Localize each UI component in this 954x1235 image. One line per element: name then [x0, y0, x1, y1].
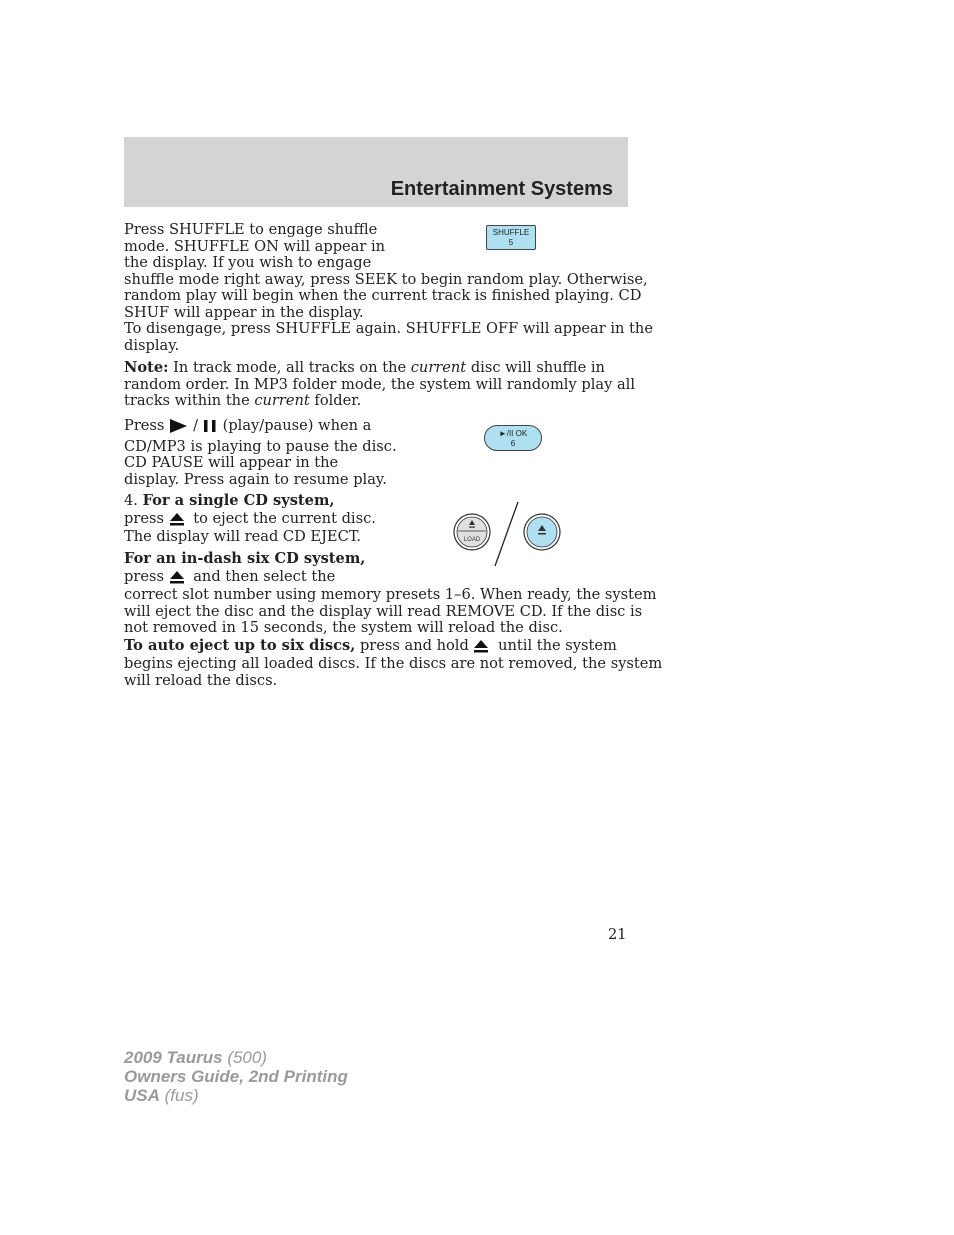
- pause-text: /: [193, 417, 198, 434]
- load-eject-button: [454, 514, 490, 550]
- footer-line-1: [124, 1048, 348, 1067]
- note-text: disc will shuffle in: [466, 359, 605, 376]
- note-line-3: [124, 393, 361, 410]
- eject-text: press: [124, 568, 169, 585]
- eject-six-line-1: [124, 569, 335, 586]
- eject-text: until the system: [493, 637, 617, 654]
- shuffle-line-3: the display. If you wish to engage: [124, 254, 372, 271]
- play-pause-button-label: ►/II OK: [498, 429, 528, 438]
- eject-text: press: [124, 510, 169, 527]
- note-emphasis: current: [410, 359, 467, 376]
- footer-guide: Owners Guide, 2nd Printing: [124, 1067, 348, 1086]
- pause-icon: [202, 418, 218, 434]
- eject-six-line-2: correct slot number using memory presets 1–6. When ready, the system: [124, 586, 657, 603]
- shuffle-line-1: Press SHUFFLE to engage shuffle: [124, 221, 378, 238]
- pause-line-4: display. Press again to resume play.: [124, 470, 387, 488]
- note-emphasis: current: [254, 392, 310, 409]
- page-number: 21: [608, 926, 627, 943]
- eject-text: and then select the: [188, 568, 336, 585]
- shuffle-button-illustration: [486, 225, 536, 250]
- auto-eject-heading: To auto eject up to six discs,: [124, 637, 356, 654]
- six-cd-heading: For an in-dash six CD system,: [124, 550, 366, 567]
- eject-button: [524, 514, 560, 550]
- footer-line-2: [124, 1067, 348, 1086]
- note-text: In track mode, all tracks on the: [168, 359, 411, 376]
- shuffle-line-4: shuffle mode right away, press SEEK to begin random play. Otherwise,: [124, 270, 648, 288]
- eject-icon: [169, 512, 185, 526]
- shuffle-line-8: display.: [124, 336, 180, 354]
- eject-six-heading: [124, 551, 365, 568]
- eject-six-line-3: will eject the disc and the display will read REMOVE CD. If the disc is: [124, 602, 643, 620]
- eject-single-line-1: [124, 511, 376, 528]
- shuffle-button-number: 5: [508, 238, 514, 247]
- play-icon: [169, 418, 189, 434]
- eject-icon: [473, 639, 489, 653]
- shuffle-line-6: SHUF will appear in the display.: [124, 303, 364, 321]
- note-line-1: [124, 360, 605, 377]
- auto-eject-line-2: begins ejecting all loaded discs. If the discs are not removed, the system: [124, 655, 663, 672]
- section-header: [124, 137, 628, 207]
- eject-six-line-4: not removed in 15 seconds, the system will reload the disc.: [124, 619, 563, 636]
- eject-single-line-2: The display will read CD EJECT.: [124, 528, 361, 545]
- eject-single-heading: [124, 493, 334, 510]
- footer-model-code: (500): [222, 1048, 268, 1067]
- shuffle-line-5: random play will begin when the current track is finished playing. CD: [124, 287, 642, 304]
- load-label: LOAD: [463, 537, 481, 543]
- section-title: Entertainment Systems: [390, 178, 613, 200]
- divider-slash: [495, 502, 518, 566]
- eject-icon: [169, 570, 185, 584]
- shuffle-line-7: To disengage, press SHUFFLE again. SHUFFLE OFF will appear in the: [124, 320, 653, 337]
- note-text: tracks within the: [124, 392, 255, 409]
- footer-region-code: (fus): [159, 1086, 199, 1105]
- footer-model: 2009 Taurus: [124, 1048, 223, 1067]
- auto-eject-line-1: [124, 638, 617, 655]
- pause-text: Press: [124, 417, 170, 434]
- single-cd-heading: For a single CD system,: [142, 492, 335, 509]
- note-text: folder.: [309, 392, 362, 409]
- footer-region: USA: [124, 1086, 160, 1105]
- eject-text: press and hold: [355, 637, 474, 654]
- play-pause-button-illustration: [484, 425, 542, 451]
- step-number: 4.: [124, 492, 143, 509]
- pause-line-2: CD/MP3 is playing to pause the disc.: [124, 437, 397, 455]
- shuffle-button-label: SHUFFLE: [492, 228, 530, 237]
- play-pause-button-number: 6: [510, 439, 516, 448]
- pause-line-1: [124, 418, 371, 435]
- note-line-2: random order. In MP3 folder mode, the system will randomly play all: [124, 375, 635, 393]
- pause-text: (play/pause) when a: [217, 417, 372, 434]
- auto-eject-line-3: will reload the discs.: [124, 671, 278, 689]
- footer: [124, 1048, 348, 1105]
- eject-buttons-illustration: [450, 500, 565, 568]
- note-label: Note:: [124, 359, 169, 376]
- footer-line-3: [124, 1086, 348, 1105]
- eject-text: to eject the current disc.: [188, 510, 376, 527]
- shuffle-line-2: mode. SHUFFLE ON will appear in: [124, 237, 386, 255]
- pause-line-3: CD PAUSE will appear in the: [124, 454, 339, 471]
